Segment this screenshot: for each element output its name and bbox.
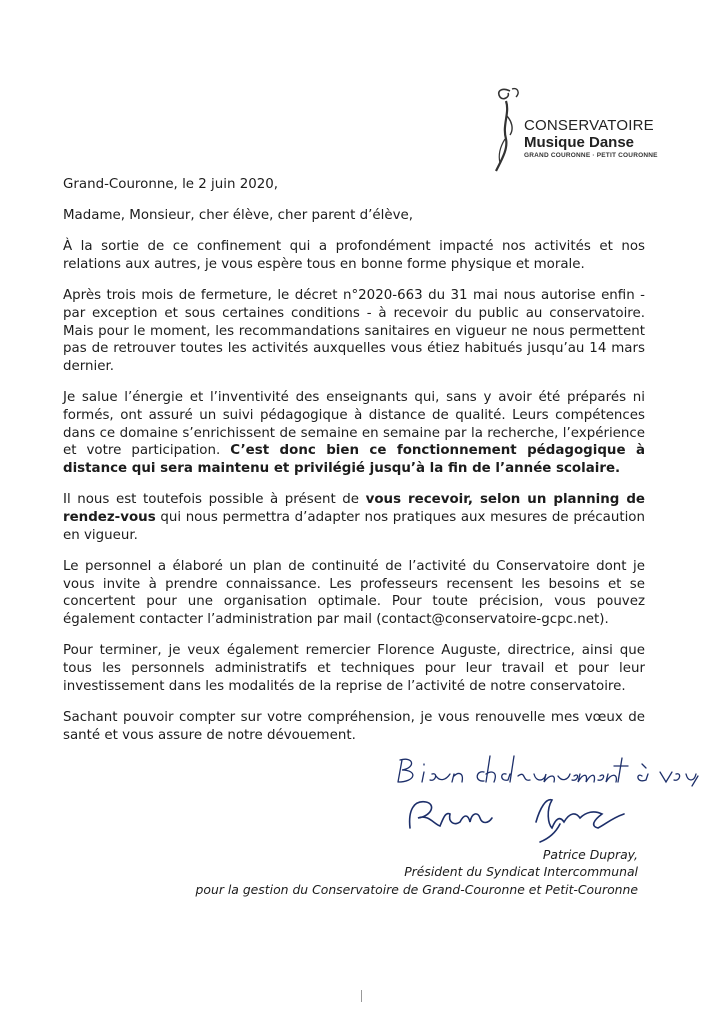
paragraph-1: À la sortie de ce confinement qui a profondément impacté nos activités et nos relations aux autres, je vous espère tous en bonne forme physique et morale. [63, 239, 645, 272]
paragraph-7: Sachant pouvoir compter sur votre compréhension, je vous renouvelle mes vœux de santé et vous assure de notre dévouement. [63, 710, 645, 743]
paragraph-6: Pour terminer, je veux également remercier Florence Auguste, directrice, ainsi que tous les personnels administratifs et techniques pour leur travail et pour leur investissement dans les modalités de la reprise de l’activité de notre conservatoire. [63, 643, 645, 694]
paragraph-3-bold: C’est donc bien ce fonctionnement pédagogique à distance qui sera maintenu et privilégié jusqu’à la fin de l’année scolaire. [63, 443, 646, 476]
letter-salutation: Madame, Monsieur, cher élève, cher parent d’élève, [63, 207, 414, 223]
paragraph-3-text: Je salue l’énergie et l’inventivité des enseignants qui, sans y avoir été préparés ni formés, ont assuré un suivi pédagogique à distance de qualité. Leurs compétences dans ce domaine s’enrichissent de semaine en semaine par la recherche, l’expérience et votre participation. [63, 390, 645, 459]
signature-block [118, 846, 638, 898]
paragraph-2: Après trois mois de fermeture, le décret n°2020-663 du 31 mai nous autorise enfin - par exception et sous certaines conditions - à recevoir du public au conservatoire. Mais pour le moment, les recommandations sanitaires en vigueur ne nous permettent pas de retrouver toutes les activités auxquelles vous étiez habitués jusqu’au 14 mars dernier. [63, 288, 645, 374]
signatory-title: Président du Syndicat Intercommunal [404, 864, 638, 880]
paragraph-4-start: Il nous est toutefois possible à présent de [63, 492, 366, 508]
signatory-name: Patrice Dupray, [542, 847, 638, 862]
paragraph-4-bold: vous recevoir, selon un planning de rendez-vous [63, 492, 645, 525]
dancer-figure-icon [488, 85, 522, 175]
fold-mark [361, 990, 362, 1002]
logo-location: GRAND COURONNE · PETIT COURONNE [524, 152, 658, 159]
paragraph-5: Le personnel a élaboré un plan de continuité de l’activité du Conservatoire dont je vous invite à prendre connaissance. Les professeurs recensent les besoins et se concertent pour une organisation optimale. Pour toute précision, vous pouvez également contacter l’administration par mail (contact@conservatoire-gcpc.net). [63, 559, 645, 627]
logo-text [524, 117, 658, 161]
paragraph-3 [63, 389, 645, 477]
letter-date: Grand-Couronne, le 2 juin 2020, [63, 177, 279, 192]
paragraph-4-end: qui nous permettra d’adapter nos pratiques aux mesures de précaution en vigueur. [63, 509, 645, 543]
logo-subtitle: Musique Danse [524, 134, 635, 151]
paragraph-4 [63, 491, 645, 544]
signatory-organization: pour la gestion du Conservatoire de Grand-Couronne et Petit-Couronne [195, 881, 638, 897]
logo-title: CONSERVATOIRE [524, 117, 654, 134]
letter-body [63, 176, 645, 758]
handwritten-signature [380, 752, 710, 847]
conservatoire-logo [488, 85, 688, 175]
